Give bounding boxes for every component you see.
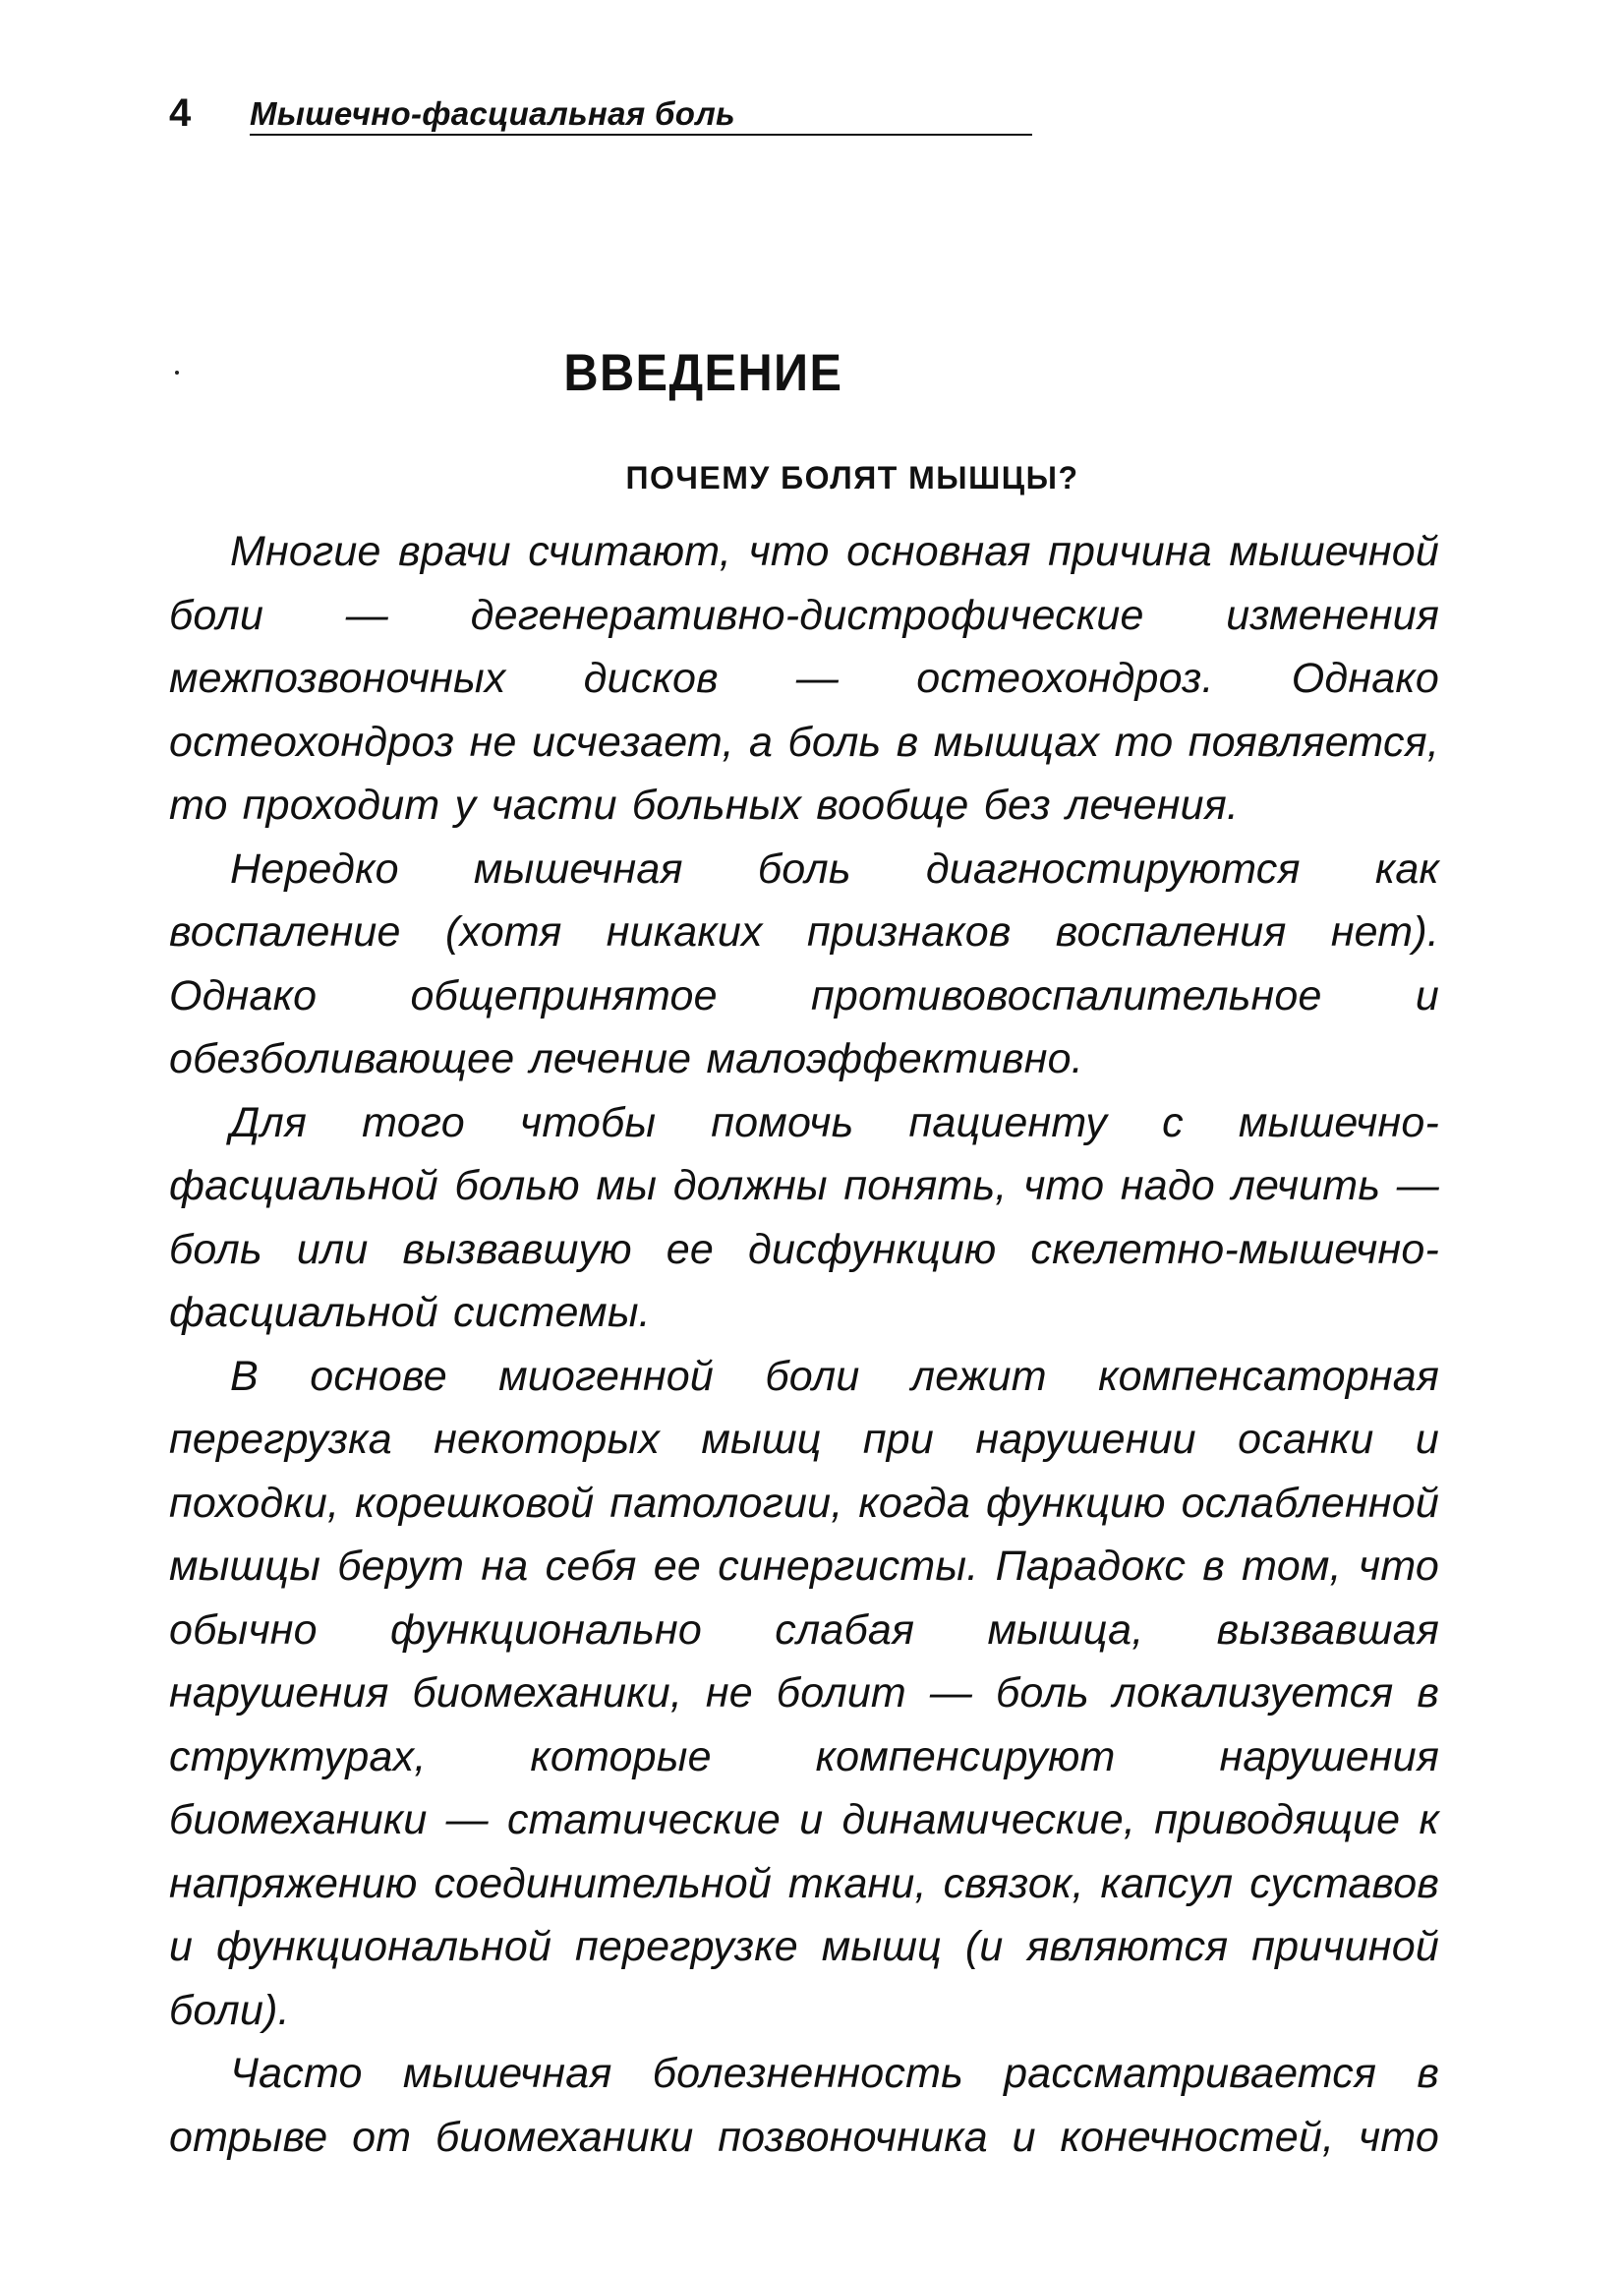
section-title-text: ПОЧЕМУ БОЛЯТ МЫШЦЫ? [625,460,1079,495]
paragraph-2: Нередко мышечная боль диагностируются как воспаление (хотя никаких признаков воспаления нет). Однако общепринятое противовоспалительное и обезболивающее лечение малоэффективно. [169,844,1439,1082]
paragraph-1: Многие врачи считают, что основная причина мышечной боли — дегенеративно-дистрофические изменения межпозвоночных дисков — остеохондроз. Однако остеохондроз не исчезает, а боль в мышцах то появляется, то проходит у части больных вообще без лечения. [169,528,1439,829]
header-rule [250,134,1032,136]
chapter-title [0,344,1406,403]
running-title: Мышечно-фасциальная боль [250,95,735,132]
paragraph-3: Для того чтобы помочь пациенту с мышечно-фасциальной болью мы должны понять, что надо лечить — боль или вызвавшую ее дисфункцию скелетно-мышечно-фасциальной системы. [169,1098,1439,1336]
paragraph-4: В основе миогенной боли лежит компенсаторная перегрузка некоторых мышц при нарушении осанки и походки, корешковой патологии, когда функцию ослабленной мышцы берут на себя ее синергисты. Парадокс в том, что обычно функционально слабая мышца, вызвавшая нарушения биомеханики, не болит — боль локализуется в структурах, которые компенсируют нарушения биомеханики — статические и динамические, приводящие к напряжению соединительной ткани, связок, капсул суставов и функциональной перегрузке мышц (и являются причиной боли). [169,1352,1439,2034]
chapter-title-text: ВВЕДЕНИЕ [562,344,843,402]
running-header [169,90,1034,140]
page-number: 4 [169,91,192,135]
paragraph-5: Часто мышечная болезненность рассматривается в отрыве от биомеханики позвоночника и конечностей, что [169,2050,1439,2161]
section-title [0,458,1624,497]
body-text [169,520,1439,2169]
